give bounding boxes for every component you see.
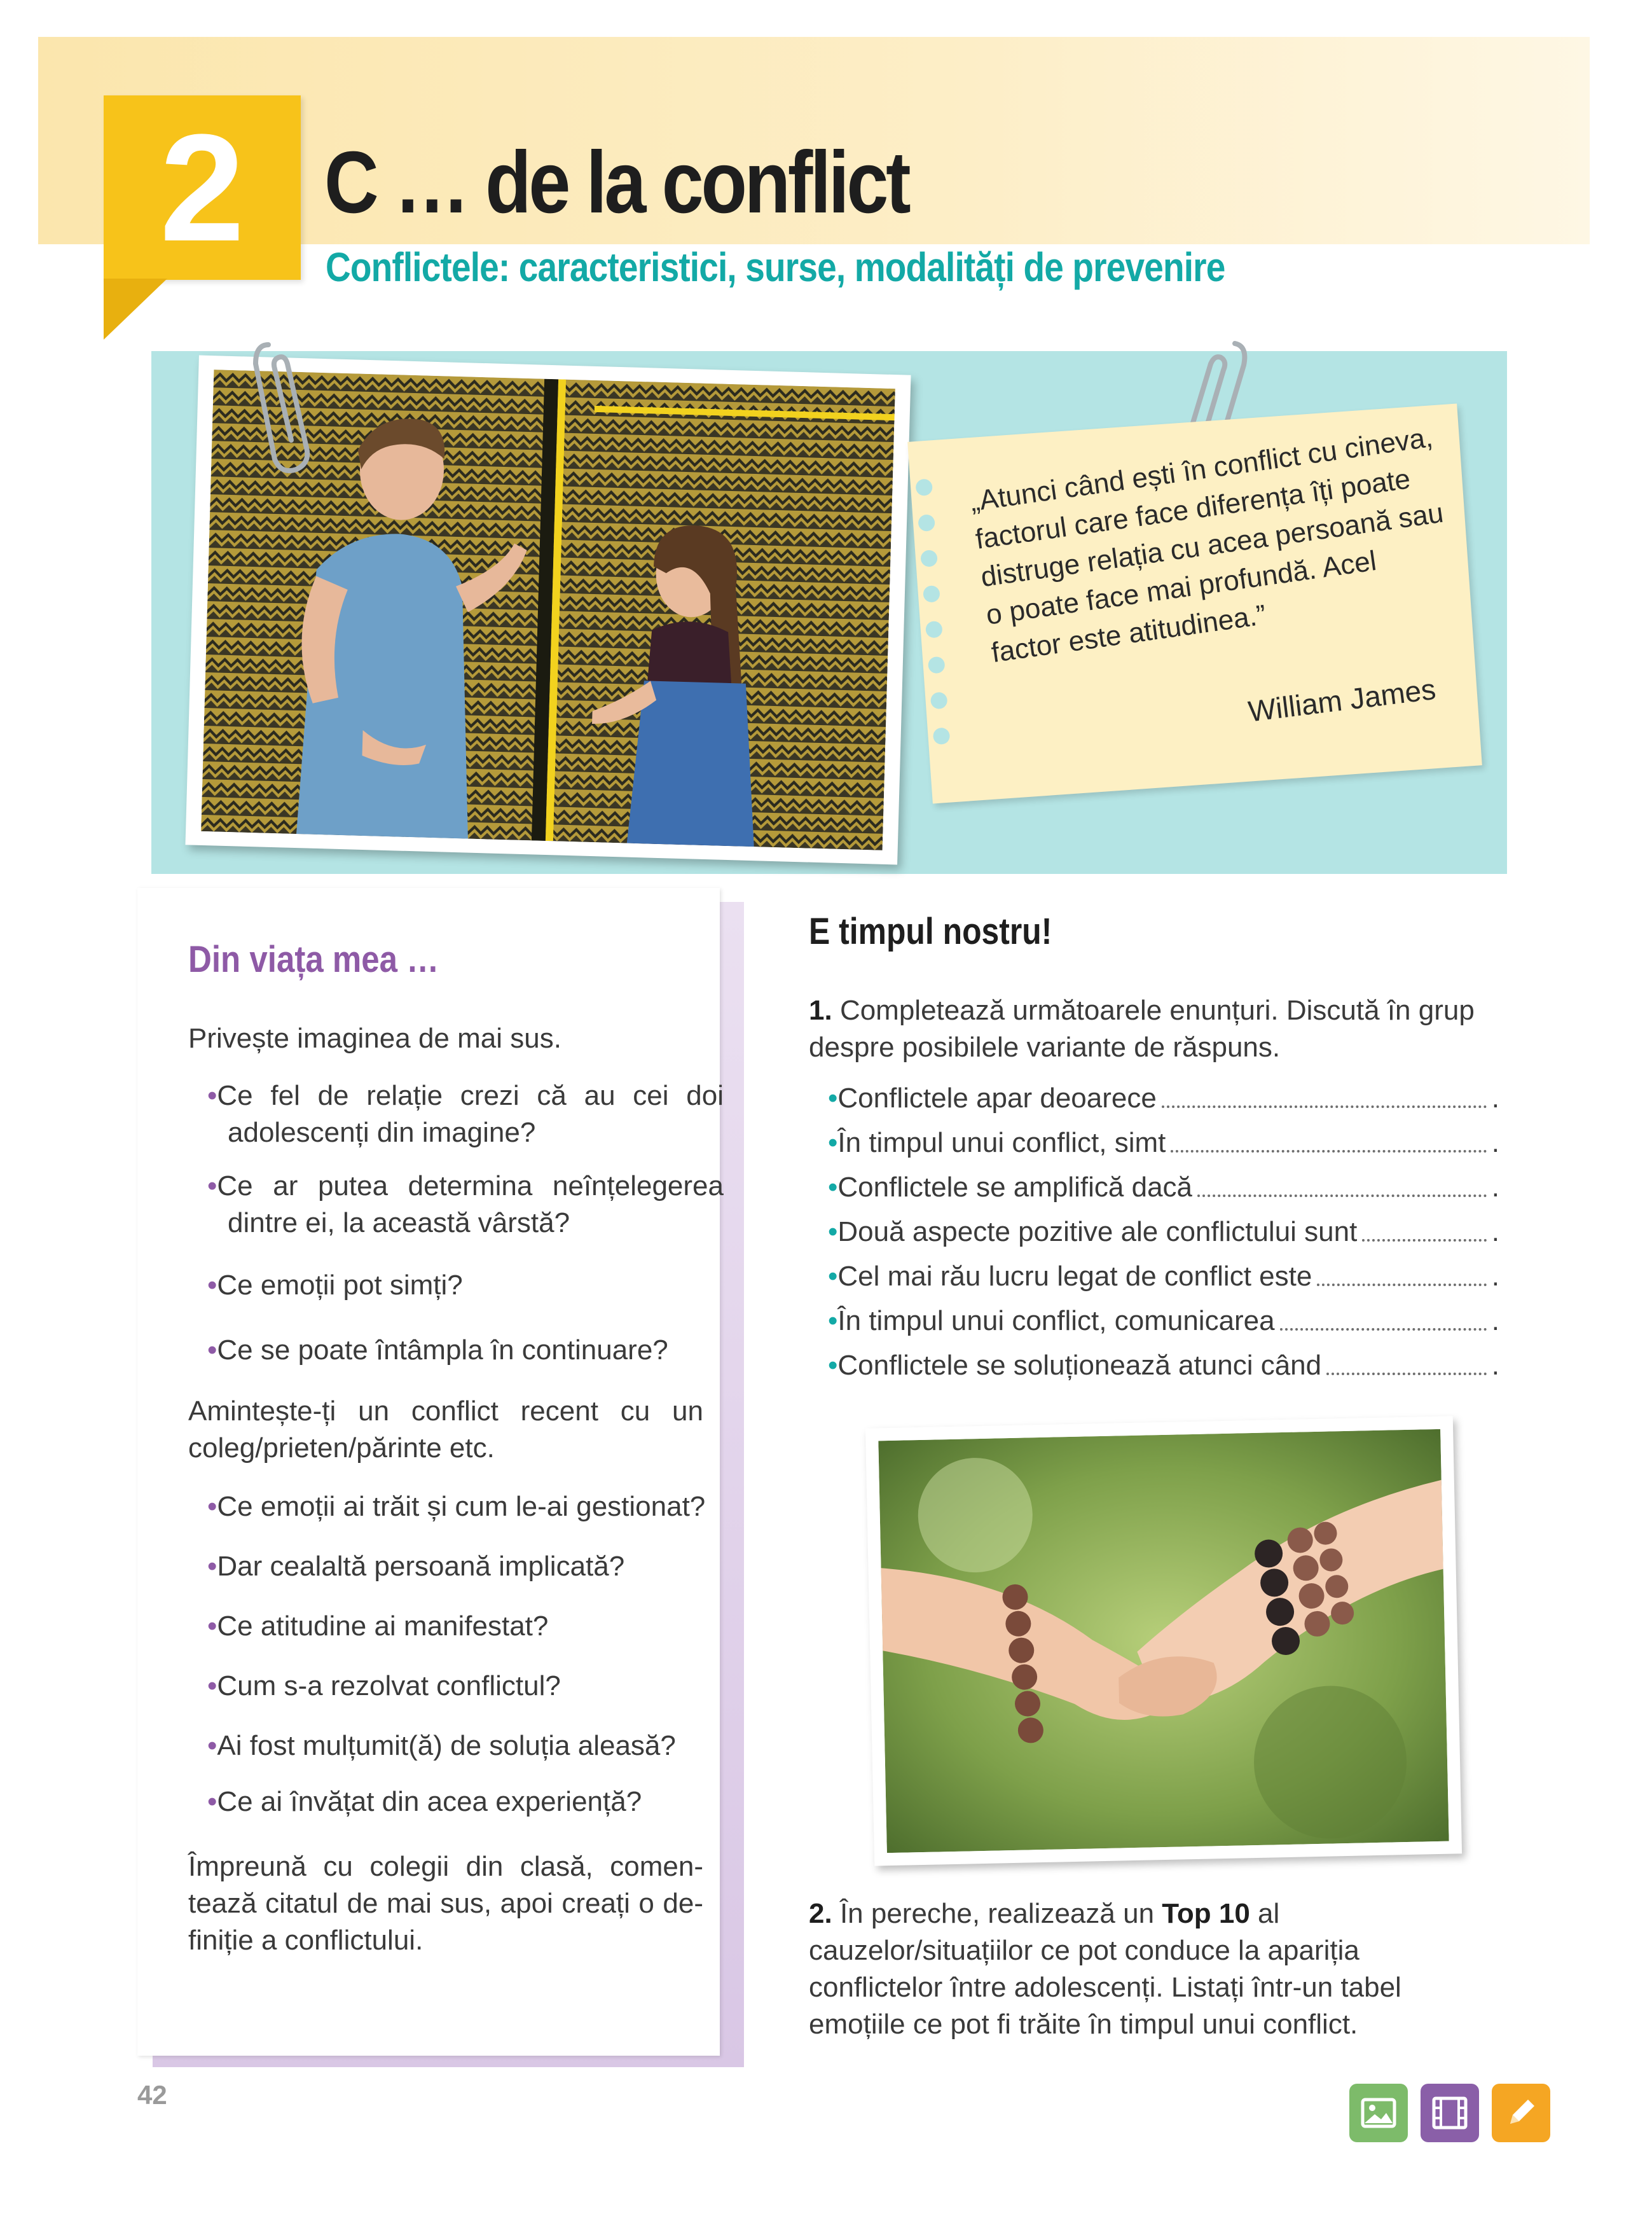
list-item: •Ce fel de relație crezi că au cei doi adolescenți din imagine? [207,1080,724,1148]
task-2: 2. În pereche, realizează un Top 10 al cauzelor/situațiilor ce pot conduce la apariția conflictelor între adolescenți. Listați într-un tabel emoțiile ce pot fi trăite în timpul unui conflict. [809,1898,1401,2040]
list-item: •Ce se poate întâmpla în continuare? [207,1334,668,1366]
pencil-icon-glyph [1504,2096,1538,2130]
left-intro-2: Amintește-ți un conflict recent cu un coleg/prieten/părinte etc. [188,1395,703,1464]
list-item: •Ce atitudine ai manifestat? [207,1610,549,1642]
film-icon[interactable] [1421,2084,1479,2142]
fill-sentence: • În timpul unui conflict, comunicarea . [828,1305,1499,1336]
right-title: E timpul nostru! [809,911,1052,952]
list-item: •Cum s-a rezolvat conflictul? [207,1670,561,1701]
answer-blank[interactable] [1326,1373,1487,1375]
page-title: C … de la conflict [324,134,909,232]
list-item: •Dar cealaltă persoană implicată? [207,1551,625,1582]
chapter-number: 2 [160,102,245,273]
answer-blank[interactable] [1317,1284,1486,1286]
fill-sentence: • Conflictele apar deoarece . [828,1083,1499,1114]
paper-clip-icon [249,338,319,478]
answer-blank[interactable] [1171,1150,1486,1153]
list-item: •Ce ar putea determina neînțelegerea dintre ei, la această vârstă? [207,1170,724,1238]
list-item: •Ce emoții ai trăit și cum le-ai gestionat? [207,1491,706,1522]
page-number: 42 [137,2080,167,2110]
fill-sentence: • Conflictele se amplifică dacă . [828,1172,1499,1203]
fill-sentence: • Conflictele se soluționează atunci când . [828,1350,1499,1381]
answer-blank[interactable] [1280,1328,1487,1331]
image-icon-glyph [1361,2098,1396,2128]
quote-author: William James [1246,672,1438,728]
answer-blank[interactable] [1197,1195,1487,1197]
list-item: •Ai fost mulțumit(ă) de soluția aleasă? [207,1730,676,1761]
image-icon[interactable] [1349,2084,1408,2142]
handshake-photo [865,1416,1462,1866]
handshake-illustration [878,1429,1449,1853]
pencil-icon[interactable] [1492,2084,1550,2142]
left-box-title: Din viața mea … [188,939,439,980]
task-1: 1. Completează următoarele enunțuri. Discută în grup despre posibilele variante de răspuns. [809,995,1475,1063]
list-item: •Ce ai învățat din acea experiență? [207,1786,642,1817]
quote-text: „Atunci când ești în conflict cu cineva, factorul care face diferența îți poate distruge relația cu acea persoană sau o poate face mai profundă. Acel factor este atitudinea.” [968,421,1445,669]
fill-sentence: • Două aspecte pozitive ale conflictului sunt . [828,1216,1499,1247]
chapter-tag-tail [104,279,167,340]
answer-blank[interactable] [1362,1239,1486,1242]
list-item: •Ce emoții pot simți? [207,1270,463,1301]
page-subtitle: Conflictele: caracteristici, surse, modalități de prevenire [326,244,1225,290]
fill-sentence: • În timpul unui conflict, simt . [828,1127,1499,1158]
answer-blank[interactable] [1162,1105,1487,1108]
film-icon-glyph [1432,2096,1468,2129]
left-closing: Împreună cu colegii din clasă, comentează citatul de mai sus, apoi creați o definiție a conflictului. [188,1851,703,1956]
left-intro-1: Privește imaginea de mai sus. [188,1023,561,1054]
fill-sentence: • Cel mai rău lucru legat de conflict este . [828,1261,1499,1292]
